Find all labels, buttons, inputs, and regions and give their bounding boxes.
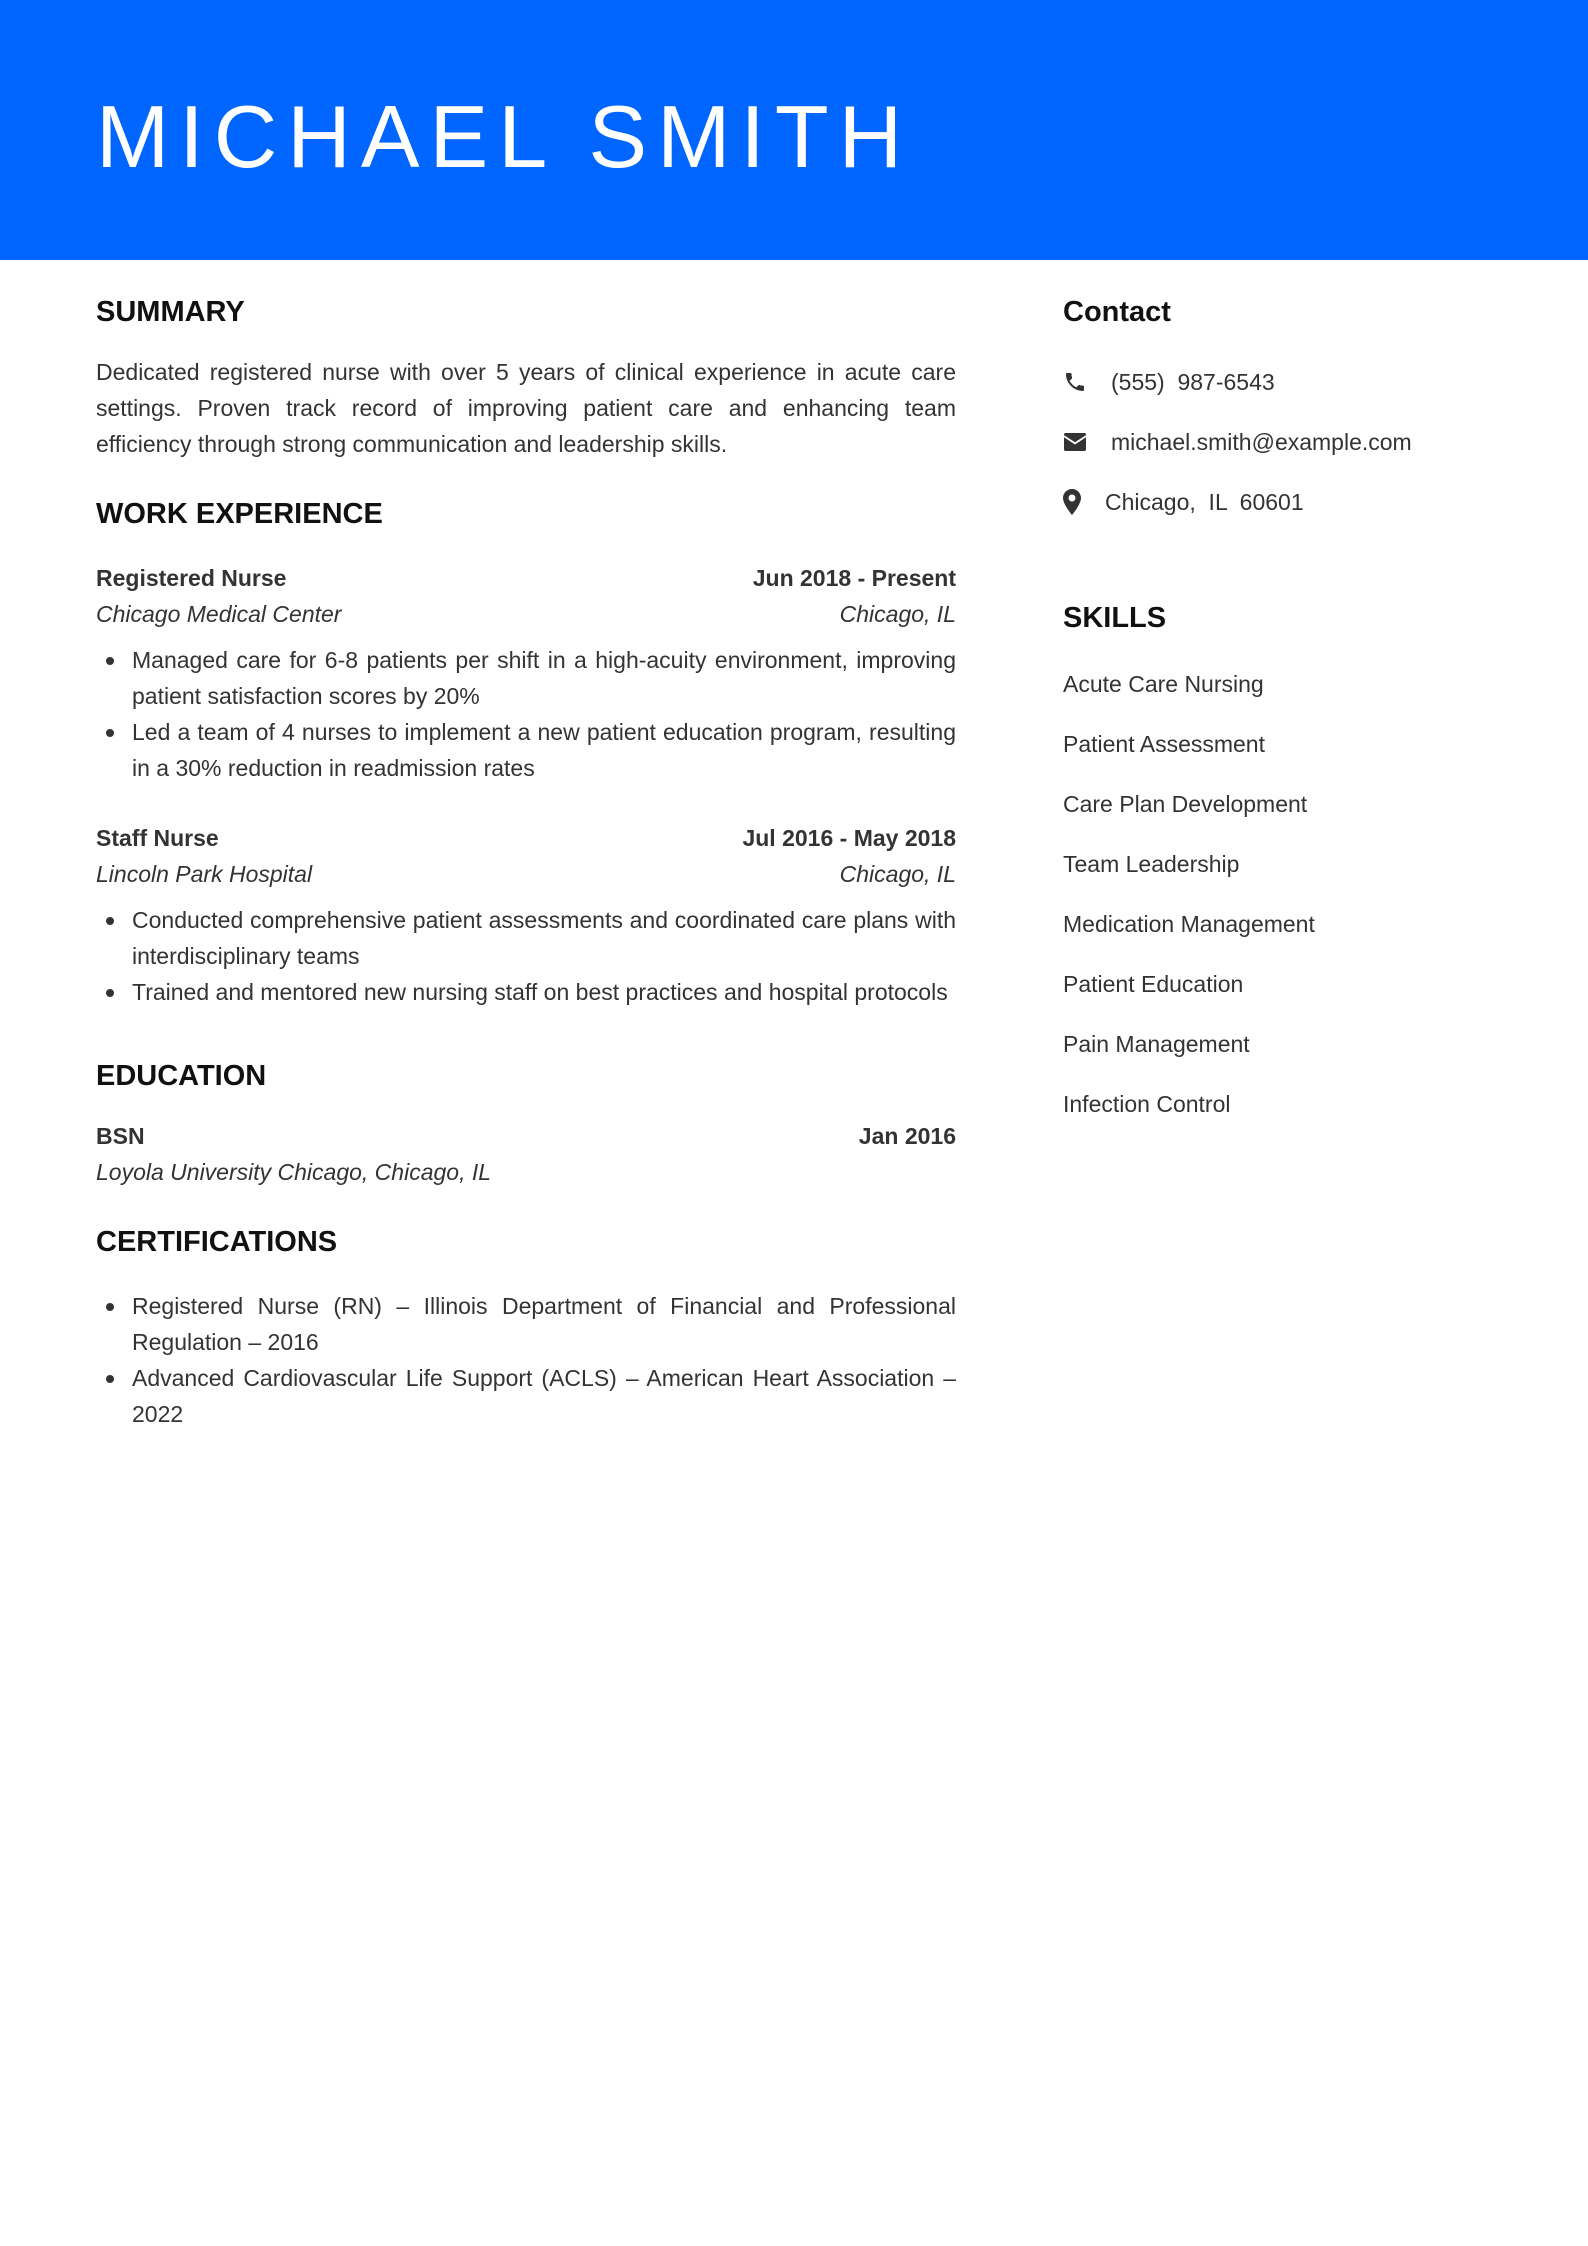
job-location: Chicago, IL (839, 861, 956, 887)
job-role: Registered Nurse (96, 565, 287, 591)
job-bullet: Managed care for 6-8 patients per shift in a high-acuity environment, improving patient satisfaction scores by 20% (132, 642, 956, 714)
skill-item: Team Leadership (1063, 851, 1240, 877)
job-bullet: Conducted comprehensive patient assessments and coordinated care plans with interdisciplinary teams (132, 902, 956, 974)
contact-heading: Contact (1063, 296, 1171, 328)
summary-heading: SUMMARY (96, 296, 245, 328)
work-experience-section (96, 492, 956, 1010)
summary-text: Dedicated registered nurse with over 5 years of clinical experience in acute care settings. Proven track record of improving patient care and enhancing team efficiency through strong communication and leadership skills. (96, 359, 956, 457)
certifications-section (96, 1220, 956, 1432)
sidebar-column (1063, 290, 1503, 1122)
skill-item: Medication Management (1063, 911, 1315, 937)
job-location: Chicago, IL (839, 601, 956, 627)
contact-location (1063, 484, 1503, 520)
skill-item: Infection Control (1063, 1091, 1231, 1117)
education-degree: BSN (96, 1123, 145, 1149)
education-date: Jan 2016 (858, 1123, 956, 1149)
skills-heading: SKILLS (1063, 602, 1167, 634)
work-experience-heading: WORK EXPERIENCE (96, 498, 383, 530)
job-bullets (96, 642, 956, 786)
job-dates: Jul 2016 - May 2018 (742, 825, 956, 851)
certifications-heading: CERTIFICATIONS (96, 1226, 338, 1258)
job-bullet: Trained and mentored new nursing staff on best practices and hospital protocols (132, 974, 956, 1010)
main-column (96, 290, 956, 1432)
education-heading: EDUCATION (96, 1060, 267, 1092)
envelope-icon (1063, 424, 1111, 460)
certifications-list (96, 1288, 956, 1432)
skill-item: Pain Management (1063, 1031, 1250, 1057)
job-entry (96, 820, 956, 1010)
phone-icon (1063, 364, 1111, 400)
job-role: Staff Nurse (96, 825, 219, 851)
contact-section (1063, 290, 1503, 520)
map-pin-icon (1063, 484, 1105, 520)
skills-section (1063, 596, 1503, 1122)
job-company: Chicago Medical Center (96, 601, 342, 627)
job-bullets (96, 902, 956, 1010)
skill-item: Acute Care Nursing (1063, 671, 1264, 697)
skill-item: Patient Assessment (1063, 731, 1265, 757)
certification-item: Advanced Cardiovascular Life Support (ACLS) – American Heart Association – 2022 (132, 1360, 956, 1432)
job-bullet: Led a team of 4 nurses to implement a new patient education program, resulting in a 30% reduction in readmission rates (132, 714, 956, 786)
skill-item: Care Plan Development (1063, 791, 1308, 817)
skill-item: Patient Education (1063, 971, 1244, 997)
job-dates: Jun 2018 - Present (752, 565, 956, 591)
education-section (96, 1054, 956, 1190)
contact-phone-text: (555) 987-6543 (1111, 369, 1275, 395)
contact-email-text: michael.smith@example.com (1111, 429, 1412, 455)
job-entry (96, 560, 956, 786)
candidate-name: MICHAEL SMITH (96, 87, 913, 186)
education-school: Loyola University Chicago, Chicago, IL (96, 1159, 492, 1185)
summary-section (96, 290, 956, 462)
contact-location-text: Chicago, IL 60601 (1105, 489, 1304, 515)
certification-item: Registered Nurse (RN) – Illinois Department of Financial and Professional Regulation – 2016 (132, 1288, 956, 1360)
contact-phone (1063, 364, 1503, 400)
header-banner (0, 0, 1588, 260)
contact-email (1063, 424, 1503, 460)
job-company: Lincoln Park Hospital (96, 861, 313, 887)
